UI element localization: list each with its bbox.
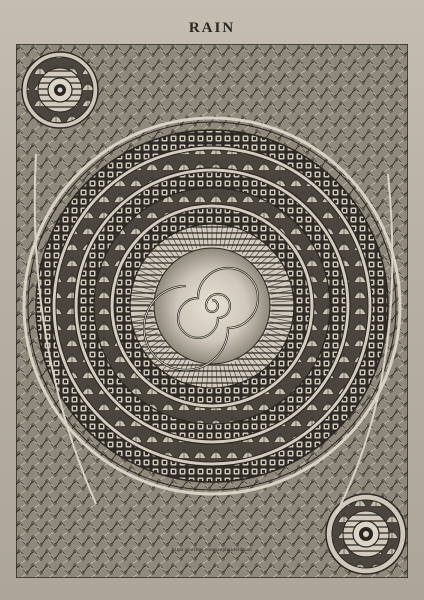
mandala-artwork <box>16 44 408 578</box>
bottom-right-medallion <box>326 494 406 574</box>
poster-title: RAIN <box>188 20 236 36</box>
mandala-rings <box>36 130 388 482</box>
top-left-medallion <box>22 52 98 128</box>
artist-url: https://twitter.com/stephenfeldman <box>172 548 252 553</box>
